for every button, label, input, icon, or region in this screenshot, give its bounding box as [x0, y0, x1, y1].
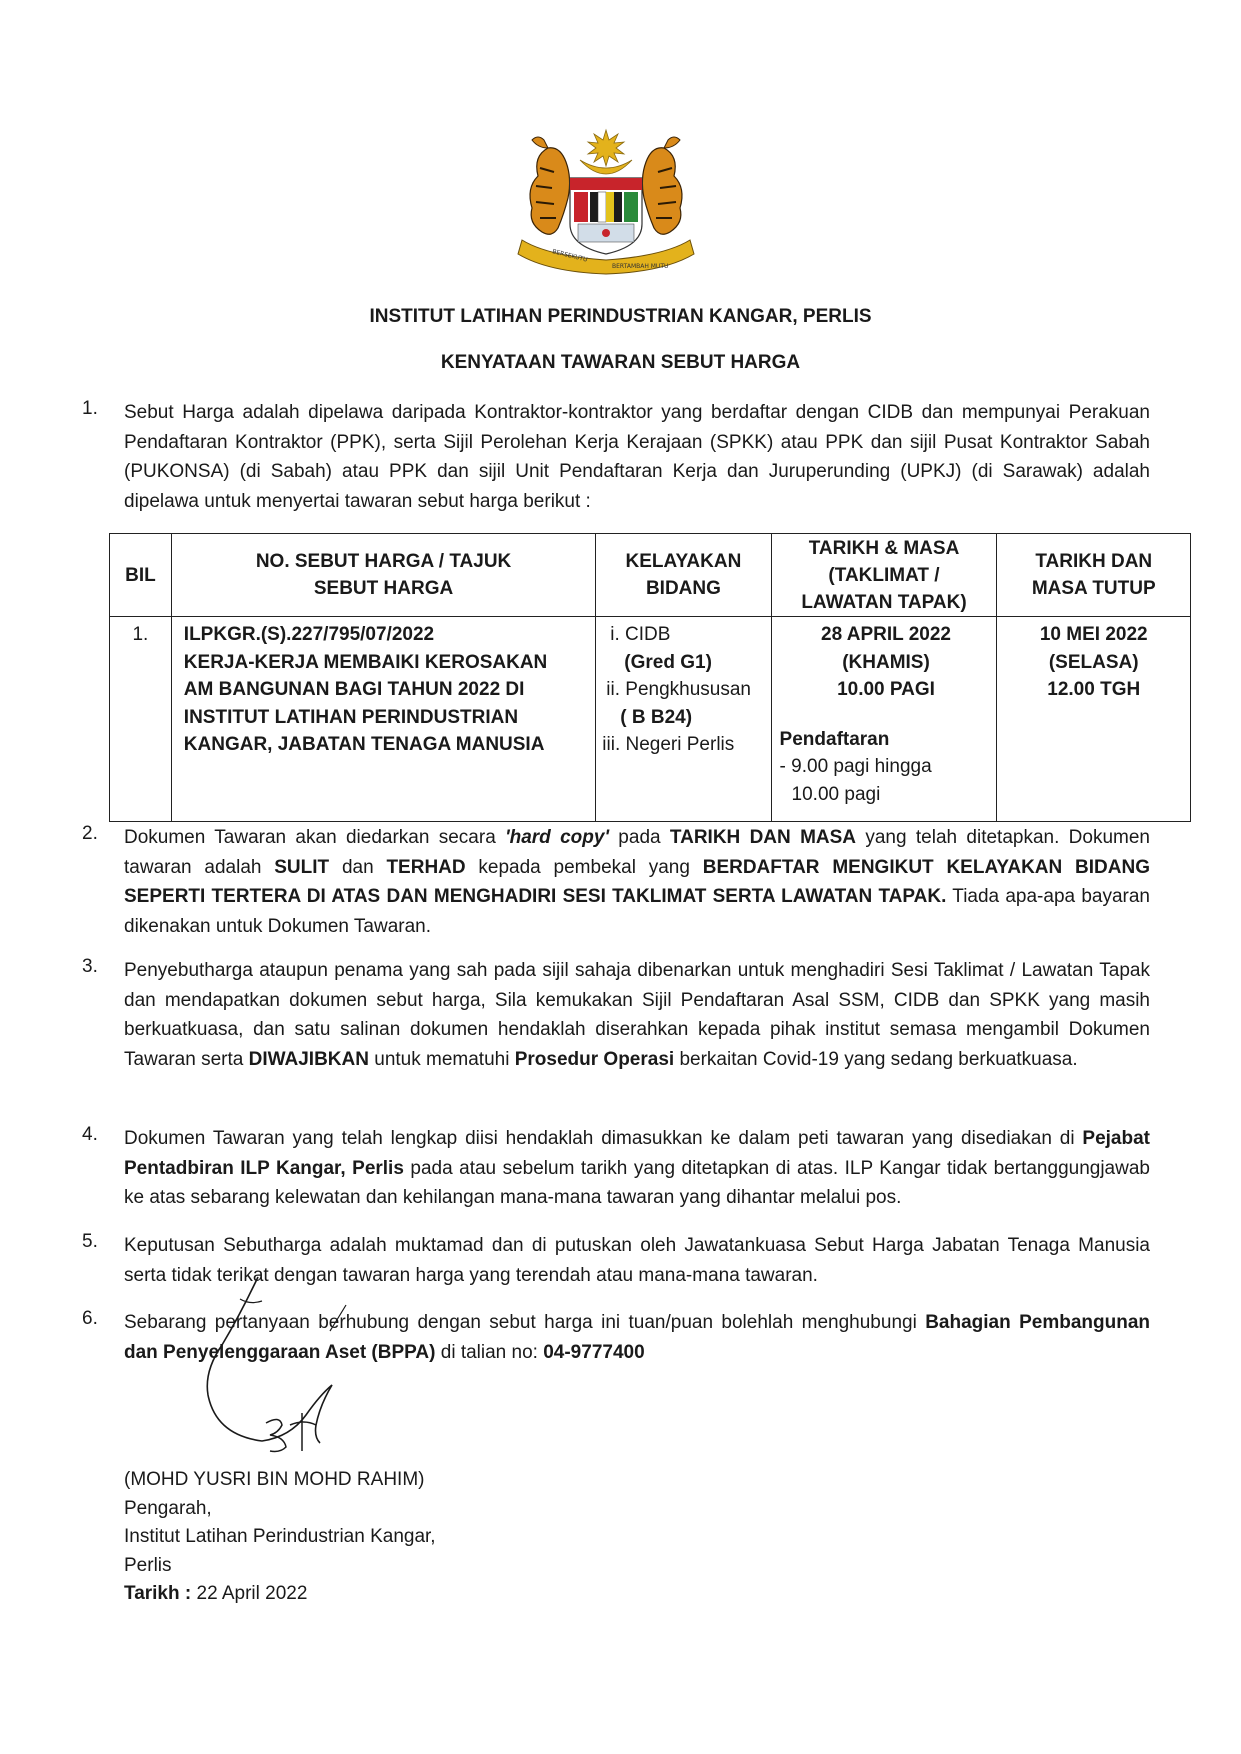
header-tarikh-line-1: TARIKH & MASA [808, 537, 960, 559]
bold-span: Prosedur Operasi [514, 1048, 675, 1070]
table-row [110, 617, 1191, 822]
signature-block [124, 1466, 436, 1609]
bold-span: TARIKH DAN MASA [669, 827, 857, 848]
kelayakan-kod: ( B B24) [620, 706, 693, 728]
header-tarikh-masa [771, 534, 997, 617]
row-bil: 1. [110, 617, 172, 822]
row-tarikh-taklimat [771, 617, 997, 822]
kelayakan-pengkhususan: ii. Pengkhususan [606, 679, 751, 700]
kelayakan-cidb: i. CIDB [610, 624, 671, 645]
bold-span: TERHAD [386, 856, 466, 878]
tender-number: ILPKGR.(S).227/795/07/2022 [183, 624, 435, 645]
para-6-number: 6. [82, 1308, 98, 1329]
para-4-number: 4. [82, 1124, 98, 1145]
header-tajuk-line-2: SEBUT HARGA [313, 578, 454, 599]
bold-span: Bahagian Pembangunan dan Penyelenggaraan Aset (BPPA) [124, 1312, 1150, 1363]
header-tutup-line-1: TARIKH DAN [1035, 551, 1153, 572]
notice-title: KENYATAAN TAWARAN SEBUT HARGA [440, 352, 801, 373]
registration-label: Pendaftaran [779, 728, 890, 750]
text-span: Dokumen Tawaran yang telah lengkap diisi hendaklah dimasukkan ke dalam peti tawaran yang disediakan di [124, 1128, 1083, 1149]
header-bil: BIL [110, 534, 172, 617]
para-2-text [124, 823, 1150, 941]
header-tarikh-tutup [997, 534, 1191, 617]
handwritten-signature [170, 1275, 360, 1455]
bold-italic-span: 'hard copy' [505, 827, 609, 848]
text-span: berkaitan Covid-19 yang sedang berkuatkuasa. [674, 1048, 1078, 1070]
bold-span: BERDAFTAR MENGIKUT KELAYAKAN BIDANG SEPERTI TERTERA DI ATAS DAN MENGHADIRI SESI TAKLIMAT SERTA LAWATAN TAPAK. [124, 856, 1150, 907]
text-span: Tiada apa-apa bayaran dikenakan untuk Dokumen Tawaran. [124, 886, 1150, 937]
bold-span: SULIT [274, 856, 330, 878]
text-span: pada atau sebelum tarikh yang ditetapkan di atas. ILP Kangar tidak bertanggungjawab ke atas sebarang kelewatan dan kehilangan mana-mana tawaran yang dihantar melalui pos. [124, 1157, 1150, 1208]
taklimat-day: (KHAMIS) [842, 651, 930, 673]
bold-span: DIWAJIBKAN [248, 1048, 369, 1070]
signature-date [124, 1580, 436, 1609]
tender-title-line: AM BANGUNAN BAGI TAHUN 2022 DI [183, 679, 525, 700]
kelayakan-gred: (Gred G1) [624, 651, 712, 673]
row-tarikh-tutup [997, 617, 1191, 822]
right-tiger-icon [642, 137, 682, 234]
header-tajuk [171, 534, 595, 617]
row-tender-title [171, 617, 595, 822]
closing-date: 10 MEI 2022 [1039, 624, 1148, 645]
signatory-name: (MOHD YUSRI BIN MOHD RAHIM) [124, 1469, 425, 1490]
svg-text:BERTAMBAH MUTU: BERTAMBAH MUTU [612, 263, 669, 270]
text-span: pada [608, 827, 670, 848]
header-kelayakan-line-2: BIDANG [645, 578, 721, 599]
shield-icon [570, 178, 642, 254]
closing-time: 12.00 TGH [1047, 679, 1141, 700]
federal-star-icon [588, 130, 624, 166]
signatory-organisation: Institut Latihan Perindustrian Kangar, [124, 1526, 436, 1547]
text-span: yang telah ditetapkan. Dokumen tawaran adalah [124, 827, 1151, 878]
tender-table [109, 533, 1191, 822]
left-tiger-icon [530, 137, 570, 234]
institution-heading: INSTITUT LATIHAN PERINDUSTRIAN KANGAR, PERLIS [369, 306, 872, 327]
header-tutup-line-2: MASA TUTUP [1031, 578, 1156, 599]
bold-span: 04-9777400 [543, 1341, 645, 1363]
para-3-text [124, 956, 1150, 1074]
header-tarikh-line-2: (TAKLIMAT / [828, 564, 940, 586]
header-tajuk-line-1: NO. SEBUT HARGA / TAJUK [255, 551, 512, 572]
text-span: Sebarang pertanyaan berhubung dengan sebut harga ini tuan/puan bolehlah menghubungi [124, 1312, 926, 1333]
table-header-row [110, 534, 1191, 617]
para-1-number: 1. [82, 398, 98, 419]
svg-text:BERSEKUTU: BERSEKUTU [551, 248, 589, 264]
tender-title-line: KERJA-KERJA MEMBAIKI KEROSAKAN [183, 651, 548, 673]
text-span: Penyebutharga ataupun penama yang sah pada sijil sahaja dibenarkan untuk menghadiri Sesi Taklimat / Lawatan Tapak dan mendapatkan dokumen sebut harga, Sila kemukakan Sijil Pendaftaran Asal SSM, CIDB dan SPKK yang masih berkuatkuasa, dan satu salinan dokumen hendaklah diserahkan kepada pihak institut semasa mengambil Dokumen Tawaran serta [124, 960, 1150, 1070]
registration-time-2: 10.00 pagi [791, 783, 881, 805]
closing-day: (SELASA) [1048, 651, 1139, 673]
header-kelayakan-line-1: KELAYAKAN [625, 551, 742, 572]
signatory-position: Pengarah, [124, 1497, 212, 1519]
tender-title-line: INSTITUT LATIHAN PERINDUSTRIAN [183, 706, 519, 728]
text-span: dan [329, 856, 387, 878]
para-1-text: Sebut Harga adalah dipelawa daripada Kontraktor-kontraktor yang berdaftar dengan CIDB dan mempunyai Perakuan Pendaftaran Kontraktor (PPK), serta Sijil Perolehan Kerja Kerajaan (SPKK) atau PPK dan sijil Pusat Kontraktor Sabah (PUKONSA) (di Sabah) atau PPK dan sijil Unit Pendaftaran Kerja dan Juruperunding (UPKJ) (di Sarawak) adalah dipelawa untuk menyertai tawaran sebut harga berikut : [124, 402, 1150, 512]
bold-span: Pejabat Pentadbiran ILP Kangar, Perlis [124, 1128, 1150, 1179]
registration-time-1: - 9.00 pagi hingga [779, 756, 932, 777]
date-label: Tarikh : [124, 1583, 192, 1604]
text-span: untuk mematuhi [368, 1048, 515, 1070]
taklimat-date: 28 APRIL 2022 [821, 624, 951, 645]
header-kelayakan [596, 534, 771, 617]
text-span: di talian no: [435, 1341, 544, 1363]
para-3-number: 3. [82, 956, 98, 977]
para-2-number: 2. [82, 823, 98, 844]
text-span: Dokumen Tawaran akan diedarkan secara [124, 827, 506, 848]
kelayakan-negeri: iii. Negeri Perlis [602, 734, 735, 755]
para-4-text [124, 1124, 1150, 1213]
coat-of-arms-emblem [508, 128, 704, 278]
para-5-text: Keputusan Sebutharga adalah muktamad dan di putuskan oleh Jawatankuasa Sebut Harga Jabatan Tenaga Manusia serta tidak terikat dengan tawaran harga yang terendah atau mana-mana tawaran. [124, 1235, 1150, 1286]
signatory-state: Perlis [124, 1554, 172, 1576]
date-value: 22 April 2022 [191, 1583, 308, 1604]
taklimat-time: 10.00 PAGI [837, 679, 935, 700]
text-span: kepada pembekal yang [465, 856, 703, 878]
para-5-number: 5. [82, 1231, 98, 1252]
tender-title-line: KANGAR, JABATAN TENAGA MANUSIA [183, 734, 545, 755]
row-kelayakan [596, 617, 771, 822]
header-tarikh-line-3: LAWATAN TAPAK) [801, 591, 967, 613]
